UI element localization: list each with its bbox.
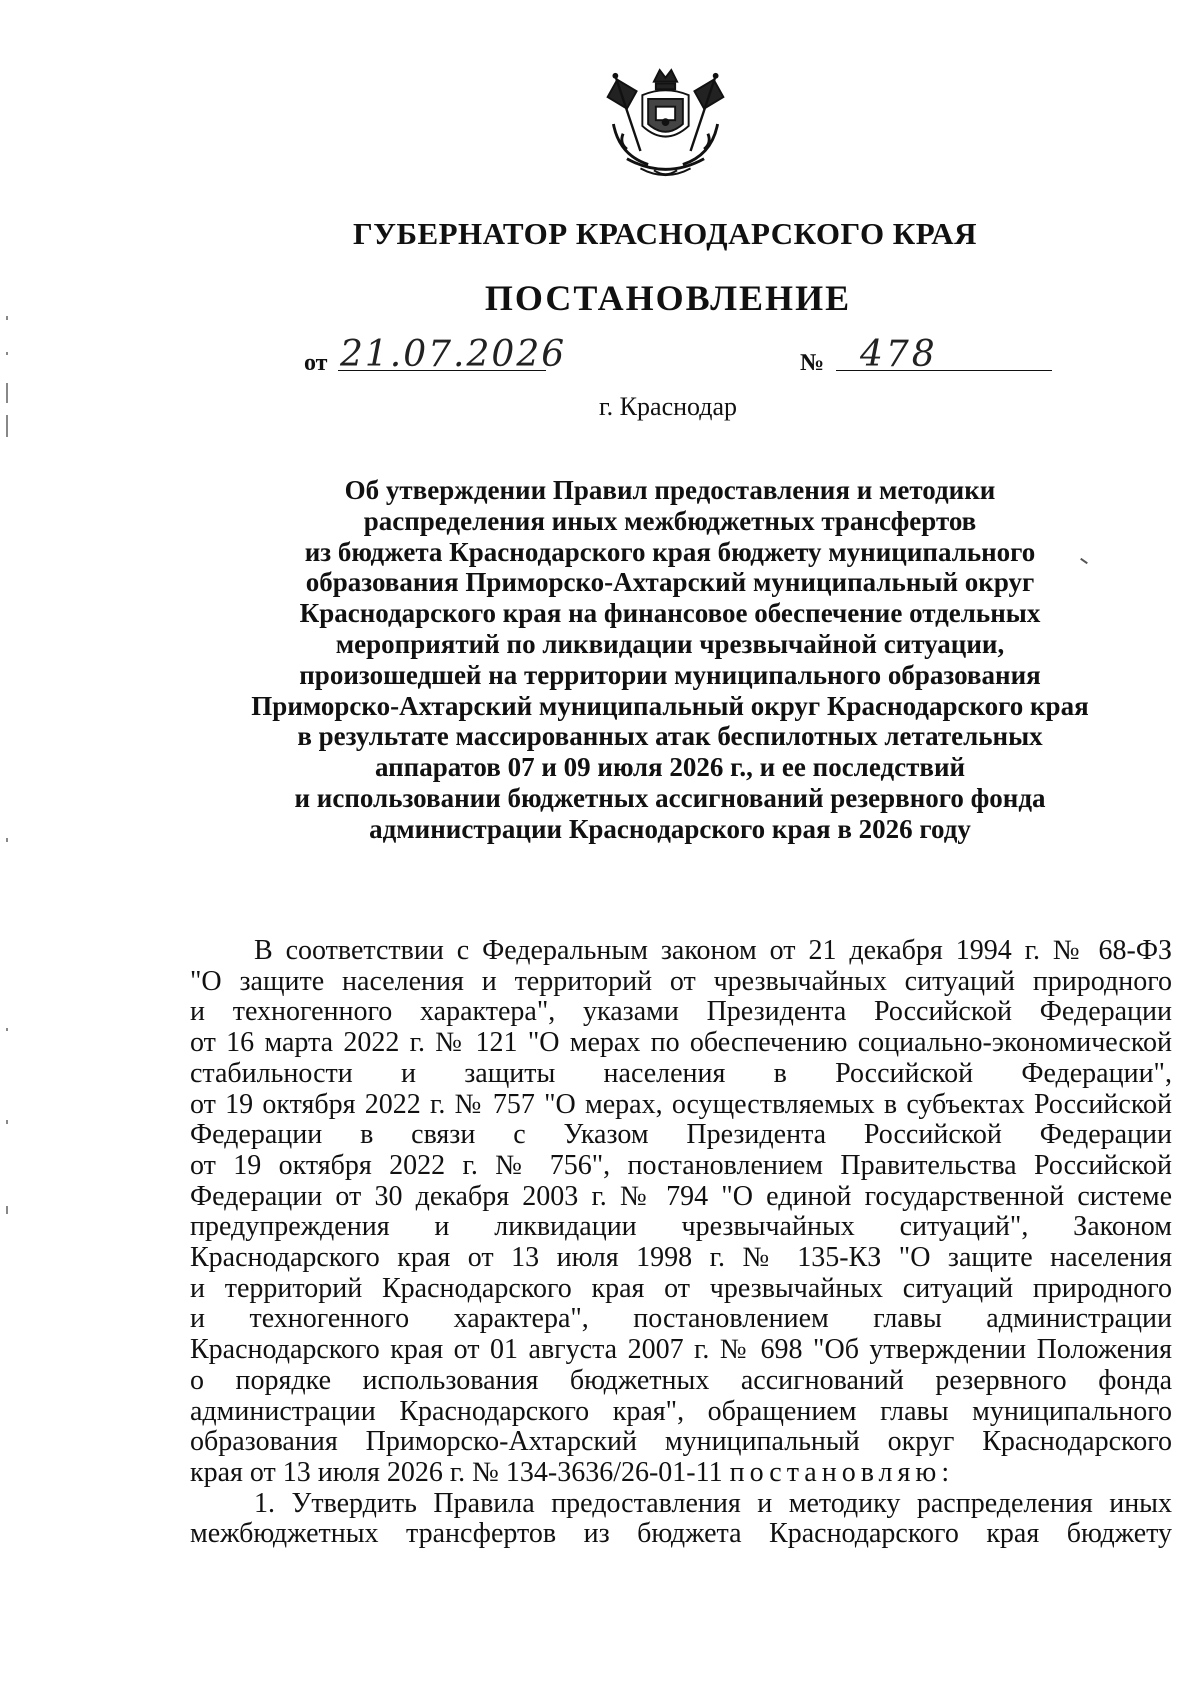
body-line: "О защите населения и территорий от чрезвычайных ситуаций природного — [190, 965, 1172, 997]
body-line: В соответствии с Федеральным законом от 21 декабря 1994 г. № 68-ФЗ — [254, 935, 1172, 966]
city: г. Краснодар — [598, 392, 738, 421]
body-line: стабильности и защиты населения в Российской Федерации", — [190, 1057, 1172, 1089]
title-line: произошедшей на территории муниципального образования — [299, 659, 1041, 690]
title-line: в результате массированных атак беспилотных летательных — [297, 721, 1043, 752]
body-line: образования Приморско-Ахтарский муниципальный округ Краснодарского — [190, 1426, 1172, 1458]
body-line: и территорий Краснодарского края от чрезвычайных ситуаций природного — [190, 1272, 1172, 1304]
issuing-authority: ГУБЕРНАТОР КРАСНОДАРСКОГО КРАЯ — [352, 216, 978, 251]
number-value: 478 — [860, 334, 938, 375]
title-line: и использовании бюджетных ассигнований резервного фонда — [294, 782, 1046, 813]
body-line: Федерации в связи с Указом Президента Российской Федерации — [190, 1119, 1172, 1151]
item-1-line: 1. Утвердить Правила предоставления и методику распределения иных — [254, 1487, 1172, 1519]
body-line: от 19 октября 2022 г. № 756", постановлением Правительства Российской — [190, 1149, 1172, 1181]
date-number-row — [0, 334, 1200, 378]
title-line: аппаратов 07 и 09 июля 2026 г., и ее последствий — [374, 752, 966, 783]
title-line: Приморско-Ахтарский муниципальный округ Краснодарского края — [251, 690, 1089, 721]
title-line: образования Приморско-Ахтарский муниципальный округ — [305, 567, 1035, 598]
body-line-resolution — [190, 1458, 1172, 1489]
body-line: администрации Краснодарского края", обращением главы муниципального — [190, 1395, 1172, 1427]
body-line: и техногенного характера", указами Президента Российской Федерации — [190, 996, 1172, 1028]
body-last-line-start: края от 13 июля 2026 г. № 134-3636/26-01-11 — [190, 1456, 730, 1488]
resolution-word: постановляю: — [729, 1456, 955, 1488]
number-underline — [836, 370, 1052, 371]
document-title — [190, 475, 1150, 845]
number-prefix: № — [800, 350, 825, 376]
body-line: о порядке использования бюджетных ассигнований резервного фонда — [190, 1364, 1172, 1396]
krasnodar-coat-of-arms-icon — [598, 60, 733, 190]
title-line: из бюджета Краснодарского края бюджету муниципального — [304, 536, 1036, 567]
date-underline — [338, 370, 546, 371]
title-line: Краснодарского края на финансовое обеспечение отдельных — [299, 598, 1041, 629]
date-prefix: от — [304, 350, 328, 376]
date-value: 21.07.2026 — [340, 334, 567, 375]
title-line: мероприятий по ликвидации чрезвычайной ситуации, — [335, 628, 1005, 659]
title-line: распределения иных межбюджетных трансфертов — [363, 505, 977, 536]
body-line: и техногенного характера", постановлением главы администрации — [190, 1303, 1172, 1335]
body-line: предупреждения и ликвидации чрезвычайных ситуаций", Законом — [190, 1211, 1172, 1243]
item-1-line: межбюджетных трансфертов из бюджета Краснодарского края бюджету — [190, 1518, 1172, 1550]
body-line: Краснодарского края от 01 августа 2007 г. № 698 "Об утверждении Положения — [190, 1334, 1172, 1366]
document-type: ПОСТАНОВЛЕНИЕ — [484, 278, 852, 318]
body-line: Краснодарского края от 13 июля 1998 г. № 135-КЗ "О защите населения — [190, 1242, 1172, 1274]
preamble-text — [190, 936, 1172, 1550]
scan-margin-marks — [6, 0, 14, 1697]
title-line: администрации Краснодарского края в 2026 году — [369, 813, 971, 844]
body-line: от 19 октября 2022 г. № 757 "О мерах, осуществляемых в субъектах Российской — [190, 1088, 1172, 1120]
body-line: от 16 марта 2022 г. № 121 "О мерах по обеспечению социально-экономической — [190, 1027, 1172, 1059]
title-line: Об утверждении Правил предоставления и методики — [344, 475, 996, 505]
body-line: Федерации от 30 декабря 2003 г. № 794 "О единой государственной системе — [190, 1180, 1172, 1212]
